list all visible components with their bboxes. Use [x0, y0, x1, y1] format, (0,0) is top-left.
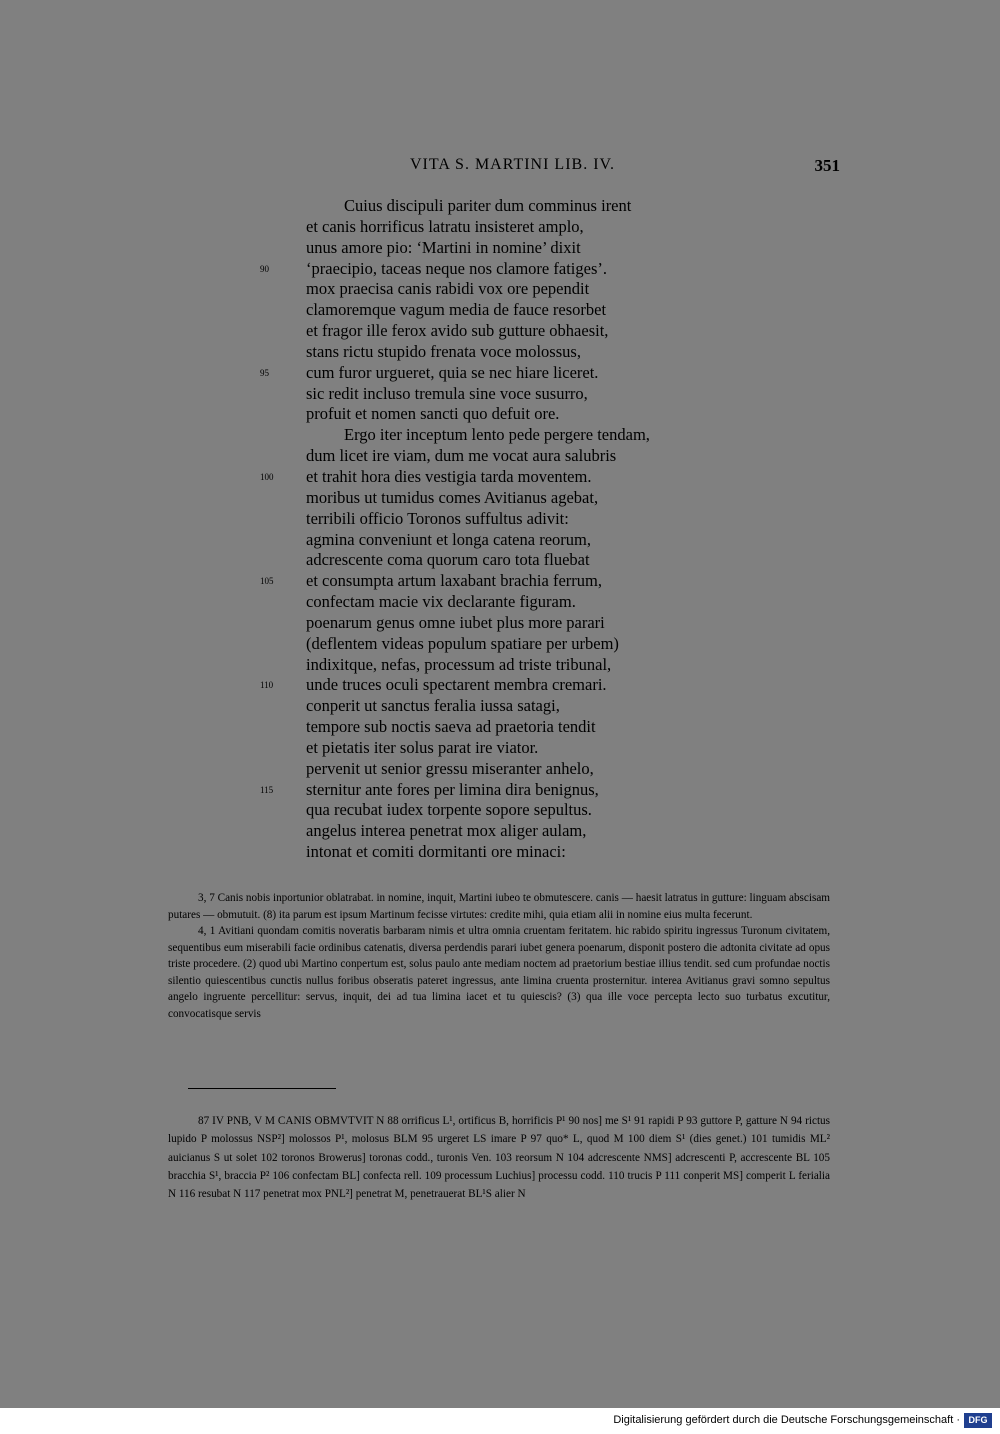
- footnote-divider: [188, 1088, 336, 1089]
- verse-line: [260, 196, 740, 217]
- critical-apparatus: [168, 1112, 830, 1203]
- source-notes: [168, 890, 830, 1022]
- verse-line-text: clamoremque vagum media de fauce resorbet: [306, 300, 607, 320]
- verse-line: [260, 655, 740, 676]
- line-number: 95: [260, 367, 269, 378]
- digitization-footer: [0, 1408, 1000, 1434]
- verse-line: [260, 446, 740, 467]
- note-paragraph: 4, 1 Avitiani quondam comitis noveratis barbaram nimis et ultra omnia cruentam feritatem. hic rabido spiritu ingressus Turonum civitatem, sequentibus eum miserabili facie ordinibus catenatis, diversa perdendis parari iubet genera poenarum, disponit postero die adtonita civitate ad opus triste procedere. (2) quod ubi Martino conpertum est, solus paulo ante mediam noctem ad praetorium bestiae illius tendit. sed cum profundae noctis silentio quiescentibus cunctis nullus foribus obseratis pateret ingressus, ante limina cruenta prosternitur. interea Avitianus gravi somno sepultus angelo ingruente percellitur: servus, inquit, dei ad tua limina iacet et tu quiescis? (3) qua ille voce percepta lecto suo turbatus excutitur, convocatisque servis: [168, 925, 830, 1020]
- verse-line: [260, 571, 740, 592]
- verse-line: [260, 759, 740, 780]
- verse-line: [260, 279, 740, 300]
- verse-line: [260, 425, 740, 446]
- verse-line-text: angelus interea penetrat mox aliger aulam,: [306, 821, 587, 841]
- verse-line-text: moribus ut tumidus comes Avitianus agebat,: [306, 487, 599, 507]
- verse-line-text: profuit et nomen sancti quo defuit ore.: [306, 404, 560, 424]
- verse-line-text: qua recubat iudex torpente sopore sepultus.: [306, 800, 592, 820]
- verse-line-text: agmina conveniunt et longa catena reorum,: [306, 529, 591, 549]
- verse-line-text: indixitque, nefas, processum ad triste tribunal,: [306, 654, 612, 674]
- verse-line: [260, 780, 740, 801]
- verse-line-text: stans rictu stupido frenata voce molossus,: [306, 341, 581, 361]
- verse-line: [260, 300, 740, 321]
- verse-line: [260, 738, 740, 759]
- verse-line: [260, 821, 740, 842]
- verse-line-text: unde truces oculi spectarent membra cremari.: [306, 675, 607, 695]
- line-number: 115: [260, 784, 274, 795]
- verse-line: [260, 696, 740, 717]
- verse-line-text: adcrescente coma quorum caro tota fluebat: [306, 550, 590, 570]
- verse-line-text: terribili officio Toronos suffultus adivit:: [306, 508, 569, 528]
- verse-line-text: sternitur ante fores per limina dira benignus,: [306, 779, 599, 799]
- verse-line-text: conperit ut sanctus feralia iussa satagi,: [306, 696, 560, 716]
- verse-line-text: unus amore pio: ‘Martini in nomine’ dixit: [306, 237, 581, 257]
- verse-line-text: et canis horrificus latratu insisteret amplo,: [306, 216, 584, 236]
- line-number: 105: [260, 576, 274, 587]
- verse-line: [260, 550, 740, 571]
- verse-line: [260, 321, 740, 342]
- verse-line-text: (deflentem videas populum spatiare per urbem): [306, 633, 619, 653]
- verse-line-text: et trahit hora dies vestigia tarda moventem.: [306, 466, 592, 486]
- footer-text: Digitalisierung gefördert durch die Deutsche Forschungsgemeinschaft ·: [613, 1414, 960, 1426]
- verse-line-text: tempore sub noctis saeva ad praetoria tendit: [306, 717, 596, 737]
- verse-line: [260, 238, 740, 259]
- verse-line-text: dum licet ire viam, dum me vocat aura salubris: [306, 446, 617, 466]
- verse-line-text: ‘praecipio, taceas neque nos clamore fatiges’.: [306, 258, 607, 278]
- verse-line: [260, 217, 740, 238]
- verse-line: [260, 634, 740, 655]
- verse-line: [260, 467, 740, 488]
- line-number: 110: [260, 680, 274, 691]
- verse-line-text: pervenit ut senior gressu miseranter anhelo,: [306, 758, 594, 778]
- line-number: 90: [260, 263, 269, 274]
- verse-line-text: et pietatis iter solus parat ire viator.: [306, 737, 539, 757]
- verse-line: [260, 675, 740, 696]
- verse-line: [260, 363, 740, 384]
- verse-line: [260, 530, 740, 551]
- verse-line: [260, 384, 740, 405]
- running-title: VITA S. MARTINI LIB. IV.: [410, 156, 616, 173]
- note-paragraph: 3, 7 Canis nobis inportunior oblatrabat. in nomine, inquit, Martini iubeo te obmutescere. canis — haesit latratus in gutture: linguam abscisam putares — obmutuit. (8) ita parum est ipsum Martinum fecisse virtutes: credite mihi, quia etiam alii in nomine eius multa fecerunt.: [168, 892, 830, 921]
- verse-line-text: Cuius discipuli pariter dum comminus irent: [344, 196, 632, 215]
- running-header: [410, 156, 840, 180]
- verse-line: [260, 342, 740, 363]
- dfg-logo: DFG: [964, 1413, 992, 1428]
- verse-line-text: cum furor urgueret, quia se nec hiare liceret.: [306, 362, 599, 382]
- verse-line-text: confectam macie vix declarante figuram.: [306, 592, 576, 612]
- verse-line: [260, 404, 740, 425]
- verse-line: [260, 592, 740, 613]
- verse-line-text: intonat et comiti dormitanti ore minaci:: [306, 842, 566, 862]
- verse-line-text: sic redit incluso tremula sine voce susurro,: [306, 383, 588, 403]
- verse-line: [260, 259, 740, 280]
- verse-line: [260, 842, 740, 863]
- verse-line: [260, 613, 740, 634]
- verse-line-text: et fragor ille ferox avido sub gutture obhaesit,: [306, 321, 609, 341]
- verse-line-text: et consumpta artum laxabant brachia ferrum,: [306, 571, 602, 591]
- verse-line: [260, 717, 740, 738]
- page-number: 351: [814, 156, 840, 175]
- verse-line-text: Ergo iter inceptum lento pede pergere tendam,: [344, 425, 650, 445]
- apparatus-text: 87 IV PNB, V M CANIS OBMVTVIT N 88 orrificus L¹, ortificus B, horrificis P¹ 90 nos] me S¹ 91 rapidi P 93 guttore P, gatture N 94 rictus lupido P molossus NSP²] molossos P¹, molosus BLM 95 urgeret LS imare P 97 quo* L, quod M 100 diem S¹ (dies genet.) 101 tumidis ML² auicianus S ut solet 102 toronos Browerus] toronas codd., turonis Ven. 103 reorsum N 104 adcrescente NMS] adcrescenti P, accrescente BL 105 bracchia S¹, braccia P² 106 confectam BL] confecta rell. 109 processum Luchius] processu codd. 110 trucis P 111 conperit MS] comperit L ferialia N 116 resubat N 117 penetrat mox PNL²] penetrat M, penetrauerat BL¹S alier N: [168, 1115, 830, 1201]
- line-number: 100: [260, 471, 274, 482]
- verse-line-text: poenarum genus omne iubet plus more parari: [306, 612, 605, 632]
- verse-line: [260, 509, 740, 530]
- verse-line-text: mox praecisa canis rabidi vox ore pependit: [306, 279, 590, 299]
- verse-text: [260, 196, 740, 863]
- verse-line: [260, 800, 740, 821]
- verse-line: [260, 488, 740, 509]
